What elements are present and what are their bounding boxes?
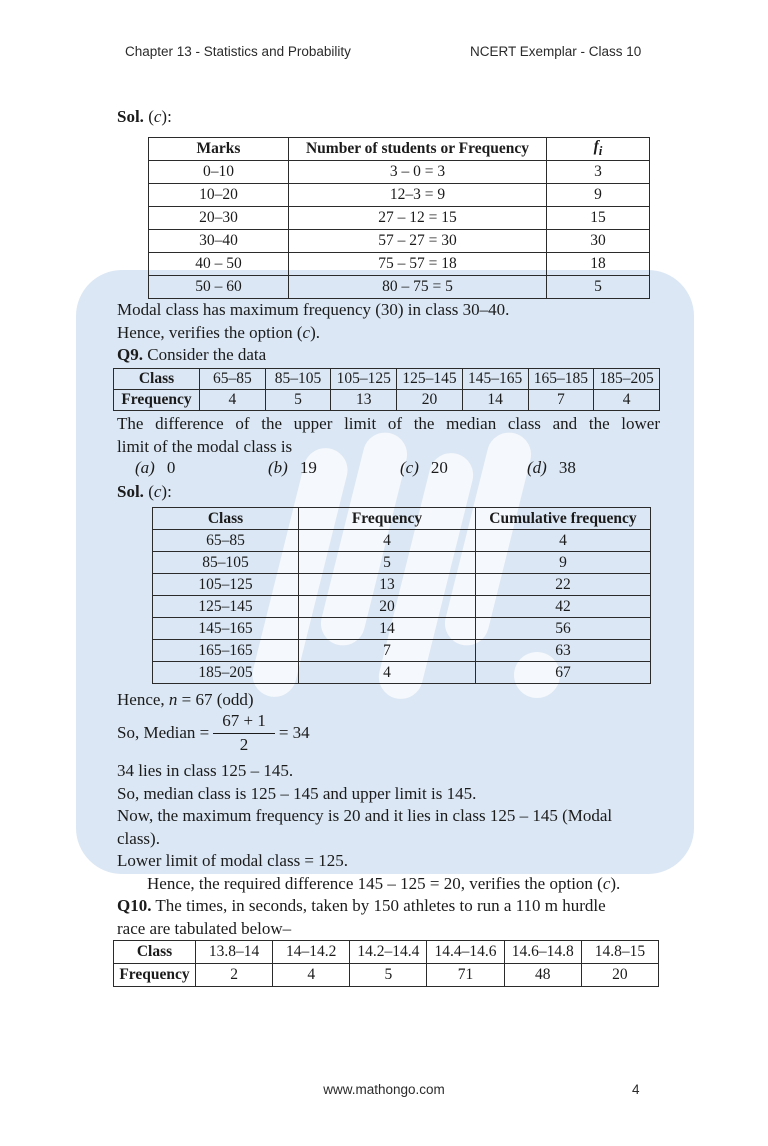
frequency-row: Frequency 2 4 5 71 48 20 (114, 964, 659, 987)
option-a: (a) 0 (135, 458, 176, 477)
sol9-label: Sol. (117, 482, 144, 501)
cumulative-frequency-table (152, 507, 651, 684)
hence-n-line: Hence, n = 67 (odd) (117, 690, 254, 709)
table-row: 65–85 4 4 (153, 530, 651, 552)
lies-in-class-line: 34 lies in class 125 – 145. (117, 761, 294, 780)
median-class-line: So, median class is 125 – 145 and upper limit is 145. (117, 784, 477, 803)
table-row: 125–145 20 42 (153, 596, 651, 618)
fraction-denominator: 2 (239, 735, 249, 754)
max-frequency-line: Now, the maximum frequency is 20 and it lies in class 125 – 145 (Modal (117, 806, 613, 825)
table-row: 20–30 27 – 12 = 15 15 (149, 207, 650, 230)
sol8-label: Sol. (117, 107, 144, 126)
option-b: (b) 19 (268, 458, 317, 477)
table-row: 185–205 4 67 (153, 662, 651, 684)
q10-data-table (113, 940, 659, 987)
frequency-row: Frequency 4 5 13 20 14 7 4 (114, 390, 660, 411)
lower-limit-line: Lower limit of modal class = 125. (117, 851, 349, 870)
fraction (213, 711, 275, 755)
class-row: Class 13.8–14 14–14.2 14.2–14.4 14.4–14.6 14.6–14.8 14.8–15 (114, 941, 659, 964)
option-c: (c) 20 (400, 458, 448, 477)
median-formula-line: So, Median = $\frac{67 + 1}{2}$ = 34 (117, 711, 310, 754)
q9-intro-line: Q9. Consider the data (117, 345, 267, 364)
fi-header: $f_i$ (547, 138, 650, 161)
sol8-line: Sol. (c): (117, 107, 172, 126)
hence-verifies-line: Hence, verifies the option (c). (117, 323, 320, 342)
header-chapter-title: Chapter 13 - Statistics and Probability (125, 44, 351, 59)
required-difference-line: Hence, the required difference 145 – 125 = 20, verifies the option (c). (147, 874, 621, 893)
class-row: Class 65–85 85–105 105–125 125–145 145–165 165–185 185–205 (114, 369, 660, 390)
marks-frequency-table (148, 137, 650, 299)
q10-intro-line1: Q10. The times, in seconds, taken by 150 athletes to run a 110 m hurdle (117, 896, 606, 915)
table-row: 30–40 57 – 27 = 30 30 (149, 230, 650, 253)
table-header-row: Class Frequency Cumulative frequency (153, 508, 651, 530)
table-row: 165–165 7 63 (153, 640, 651, 662)
fraction-numerator: 67 + 1 (213, 711, 275, 734)
q9-question-line1: The difference of the upper limit of the median class and the lower (117, 414, 660, 433)
q10-label: Q10. (117, 896, 152, 915)
modal-class-line: Modal class has maximum frequency (30) in class 30–40. (117, 300, 510, 319)
header-book-title: NCERT Exemplar - Class 10 (470, 44, 642, 59)
q10-intro-line2: race are tabulated below– (117, 919, 292, 938)
sol9-line: Sol. (c): (117, 482, 172, 501)
footer-url: www.mathongo.com (323, 1082, 445, 1097)
table-row: 10–20 12–3 = 9 9 (149, 184, 650, 207)
students-header: Number of students or Frequency (289, 138, 547, 161)
marks-header: Marks (149, 138, 289, 161)
table-row: 105–125 13 22 (153, 574, 651, 596)
table-row: 145–165 14 56 (153, 618, 651, 640)
table-header-row (149, 138, 650, 161)
option-d: (d) 38 (527, 458, 576, 477)
footer-page-number: 4 (632, 1082, 640, 1097)
max-frequency-line2: class). (117, 829, 160, 848)
q9-data-table (113, 368, 660, 411)
q9-label: Q9. (117, 345, 143, 364)
table-row: 0–10 3 – 0 = 3 3 (149, 161, 650, 184)
table-row: 40 – 50 75 – 57 = 18 18 (149, 253, 650, 276)
q9-question-line2: limit of the modal class is (117, 437, 293, 456)
table-row: 85–105 5 9 (153, 552, 651, 574)
table-row: 50 – 60 80 – 75 = 5 5 (149, 276, 650, 299)
